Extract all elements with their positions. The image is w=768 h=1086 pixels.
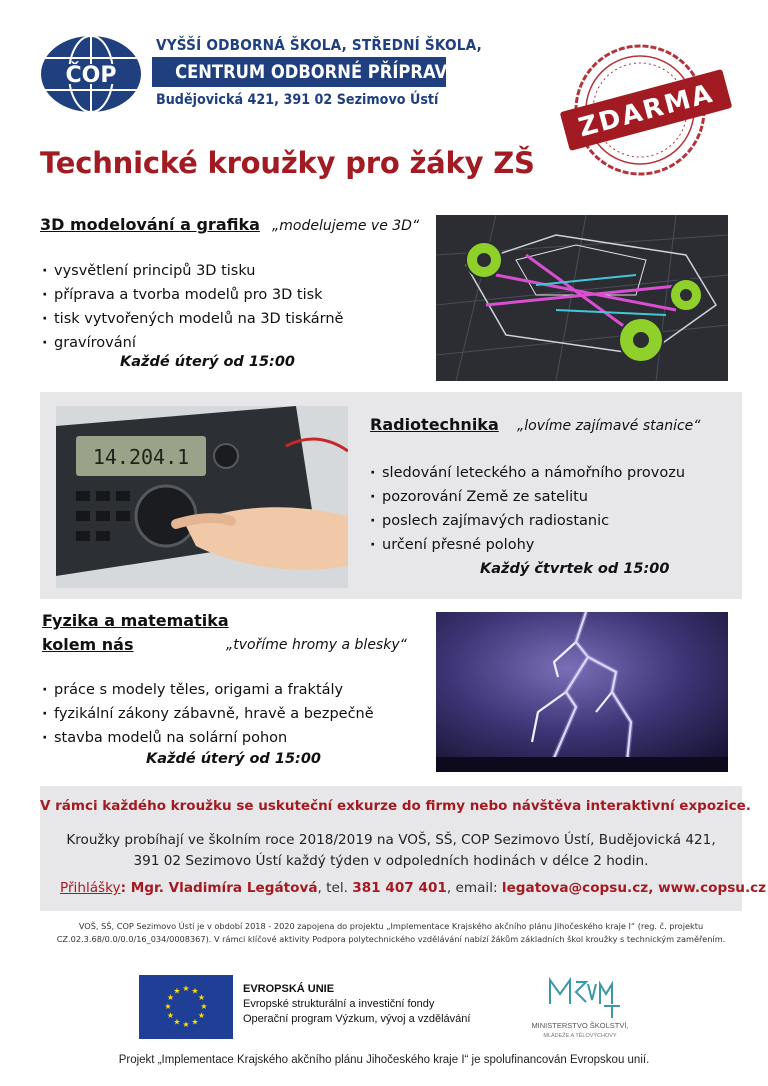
lightning-image — [436, 612, 728, 772]
cofinancing-note: Projekt „Implementace Krajského akčního plánu Jihočeského kraje I“ je spolufinancován Evropskou unií. — [118, 1054, 650, 1066]
section-3d-bullets — [42, 259, 343, 355]
list-item: · práce s modely těles, origami a fraktály — [42, 678, 374, 702]
svg-text:★: ★ — [164, 1002, 172, 1011]
excursion-note: V rámci každého kroužku se uskuteční exkurze do firmy nebo návštěva interaktivní expozice. — [40, 798, 751, 814]
logo-text: ČOP — [65, 63, 117, 88]
section-radio-title: Radiotechnika — [370, 415, 499, 434]
msmt-logo — [520, 970, 640, 1042]
svg-text:★: ★ — [166, 993, 175, 1002]
car-3d-model-image — [436, 215, 728, 381]
svg-text:★: ★ — [182, 984, 190, 993]
list-item: · poslech zajímavých radiostanic — [370, 509, 685, 533]
list-item: · určení přesné polohy — [370, 533, 685, 557]
school-name-line2: CENTRUM ODBORNÉ PŘÍPRAVY — [152, 57, 446, 87]
footnote-line1: VOŠ, SŠ, COP Sezimovo Ústí je v období 2018 - 2020 zapojena do projektu „Implementace Krajského akčního plánu Jihočeského kraje I“ (reg. č. projektu — [78, 921, 704, 931]
section-3d-motto: „modelujeme ve 3D“ — [272, 218, 420, 234]
list-item: · fyzikální zákony zábavně, hravě a bezpečně — [42, 702, 374, 726]
cop-logo — [40, 34, 142, 114]
email-label: , email: — [446, 880, 498, 896]
page-title: Technické kroužky pro žáky ZŠ — [40, 146, 535, 180]
section-3d-title: 3D modelování a grafika — [40, 215, 260, 234]
contact-website[interactable]: www.copsu.cz — [658, 880, 767, 896]
contact-email[interactable]: legatova@copsu.cz — [501, 880, 649, 896]
schedule-info-line1: Kroužky probíhají ve školním roce 2018/2019 na VOŠ, SŠ, COP Sezimovo Ústí, Budějovická 421, — [66, 832, 716, 848]
section-physics-title-line1: Fyzika a matematika — [42, 611, 229, 630]
svg-text:★: ★ — [173, 986, 181, 996]
list-item: · gravírování — [42, 331, 343, 355]
section-radio-bullets — [370, 461, 685, 557]
section-physics-schedule: Každé úterý od 15:00 — [146, 751, 322, 767]
section-radio-schedule: Každý čtvrtek od 15:00 — [480, 561, 670, 577]
school-address: Budějovická 421, 391 02 Sezimovo Ústí — [156, 92, 439, 108]
list-item: · pozorování Země ze satelitu — [370, 485, 685, 509]
tel-label: , tel. — [317, 880, 348, 896]
contact-name: Mgr. Vladimíra Legátová — [130, 880, 318, 896]
schedule-info — [40, 830, 742, 872]
msmt-line2: MLÁDEŽE A TĚLOVÝCHOVY — [543, 1033, 617, 1039]
free-stamp — [548, 40, 744, 180]
contact-line: Přihlášky: Mgr. Vladimíra Legátová, tel. 381 407 401, email: legatova@copsu.cz, www.copsu.cz — [60, 880, 767, 896]
schedule-info-line2: 391 02 Sezimovo Ústí každý týden v odpoledních hodinách v délce 2 hodin. — [133, 853, 649, 869]
stamp-text: ZDARMA — [575, 78, 718, 144]
list-item: · sledování leteckého a námořního provozu — [370, 461, 685, 485]
project-footnote — [40, 920, 742, 946]
eu-line2: Evropské strukturální a investiční fondy — [243, 998, 435, 1010]
list-item: · stavba modelů na solární pohon — [42, 726, 374, 750]
list-item: · tisk vytvořených modelů na 3D tiskárně — [42, 307, 343, 331]
section-3d-schedule: Každé úterý od 15:00 — [120, 354, 296, 370]
svg-text:★: ★ — [191, 1017, 199, 1027]
list-item: · vysvětlení principů 3D tisku — [42, 259, 343, 283]
eu-flag-icon — [139, 975, 233, 1039]
svg-text:★: ★ — [173, 1017, 181, 1027]
svg-text:★: ★ — [166, 1011, 175, 1020]
eu-line3: Operační program Výzkum, vývoj a vzdělávání — [243, 1013, 471, 1025]
list-item: · příprava a tvorba modelů pro 3D tisk — [42, 283, 343, 307]
contact-phone[interactable]: 381 407 401 — [352, 880, 447, 896]
svg-text:★: ★ — [191, 986, 199, 996]
section-physics-title-line2: kolem nás — [42, 635, 134, 654]
eu-line1: EVROPSKÁ UNIE — [243, 983, 335, 995]
contact-label: Přihlášky — [60, 880, 121, 896]
svg-text:★: ★ — [200, 1002, 208, 1011]
school-name-line1: VYŠŠÍ ODBORNÁ ŠKOLA, STŘEDNÍ ŠKOLA, — [156, 36, 482, 54]
svg-text:★: ★ — [197, 1011, 206, 1020]
svg-text:★: ★ — [182, 1020, 190, 1029]
section-radio-motto: „lovíme zajímavé stanice“ — [517, 418, 701, 434]
eu-funding-text — [243, 982, 470, 1027]
footnote-line2: CZ.02.3.68/0.0/0.0/16_034/0008367). V rámci klíčové aktivity Podpora polytechnického vzdělávání nabízí žákům základních škol kroužky s technickým zaměřením. — [56, 934, 726, 944]
msmt-line1: MINISTERSTVO ŠKOLSTVÍ, — [531, 1021, 629, 1030]
radio-display-text: 14.204.1 — [92, 445, 190, 469]
radio-receiver-image — [56, 406, 348, 588]
section-physics-bullets — [42, 678, 374, 750]
section-physics-motto: „tvoříme hromy a blesky“ — [226, 637, 407, 653]
svg-text:★: ★ — [197, 993, 206, 1002]
